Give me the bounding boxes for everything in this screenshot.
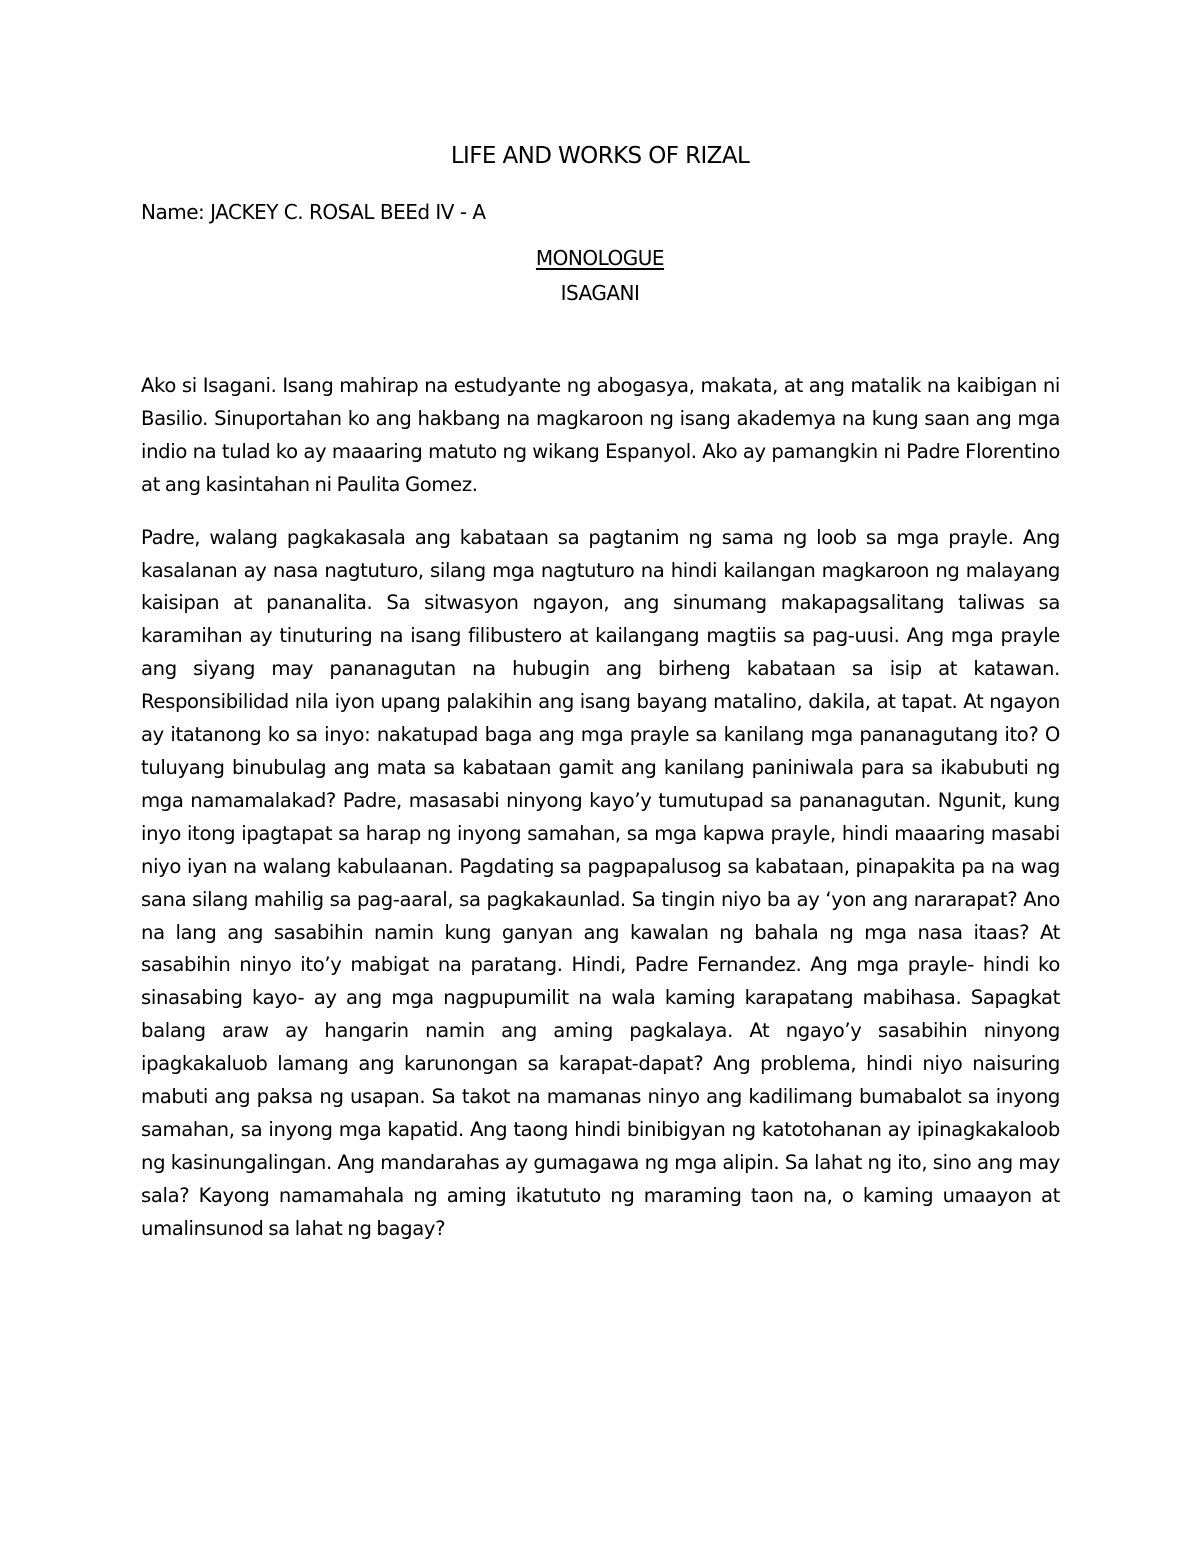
monologue-body (141, 370, 1060, 1246)
student-name-line (141, 200, 486, 224)
document-title: LIFE AND WORKS OF RIZAL (450, 143, 750, 169)
paragraph-monologue: Padre, walang pagkakasala ang kabataan sa pagtanim ng sama ng loob sa mga prayle. Ang kasalanan ay nasa nagtuturo, silang mga nagtuturo na hindi kailangan magkaroon ng malayang kaisipan at pananalita. Sa sitwasyon ngayon, ang sinumang makapagsalitang taliwas sa karamihan ay tinuturing na isang filibustero at kailangang magtiis sa pag-uusi. Ang mga prayle ang siyang may pananagutan na hubugin ang birheng kabataan sa isip at katawan. Responsibilidad nila iyon upang palakihin ang isang bayang matalino, dakila, at tapat. At ngayon ay itatanong ko sa inyo: nakatupad baga ang mga prayle sa kanilang mga pananagutang ito? O tuluyang binubulag ang mata sa kabataan gamit ang kanilang paniniwala para sa ikabubuti ng mga namamalakad? Padre, masasabi ninyong kayo’y tumutupad sa pananagutan. Ngunit, kung inyo itong ipagtapat sa harap ng inyong samahan, sa mga kapwa prayle, hindi maaaring masabi niyo iyan na walang kabulaanan. Pagdating sa pagpapalusog sa kabataan, pinapakita pa na wag sana silang mahilig sa pag-aaral, sa pagkakaunlad. Sa tingin niyo ba ay ‘yon ang nararapat? Ano na lang ang sasabihin namin kung ganyan ang kawalan ng bahala ng mga nasa itaas? At sasabihin ninyo ito’y mabigat na paratang. Hindi, Padre Fernandez. Ang mga prayle- hindi ko sinasabing kayo- ay ang mga nagpupumilit na wala kaming karapatang mabihasa. Sapagkat balang araw ay hangarin namin ang aming pagkalaya. At ngayo’y sasabihin ninyong ipagkakaluob lamang ang karunongan sa karapat-dapat? Ang problema, hindi niyo naisuring mabuti ang paksa ng usapan. Sa takot na mamanas ninyo ang kadilimang bumabalot sa inyong samahan, sa inyong mga kapatid. Ang taong hindi binibigyan ng katotohanan ay ipinagkakaloob ng kasinungalingan. Ang mandarahas ay gumagawa ng mga alipin. Sa lahat ng ito, sino ang may sala? Kayong namamahala ng aming ikatututo ng maraming taon na, o kaming umaayon at umalinsunod sa lahat ng bagay? (141, 525, 1060, 1240)
character-heading: ISAGANI (560, 281, 640, 305)
document-type-heading: MONOLOGUE (535, 246, 665, 270)
student-name: JACKEY C. ROSAL BEEd IV - A (210, 200, 486, 224)
paragraph-intro: Ako si Isagani. Isang mahirap na estudyante ng abogasya, makata, at ang matalik na kaibigan ni Basilio. Sinuportahan ko ang hakbang na magkaroon ng isang akademya na kung saan ang mga indio na tulad ko ay maaaring matuto ng wikang Espanyol. Ako ay pamangkin ni Padre Florentino at ang kasintahan ni Paulita Gomez. (141, 374, 1060, 496)
name-label: Name: (141, 200, 211, 224)
